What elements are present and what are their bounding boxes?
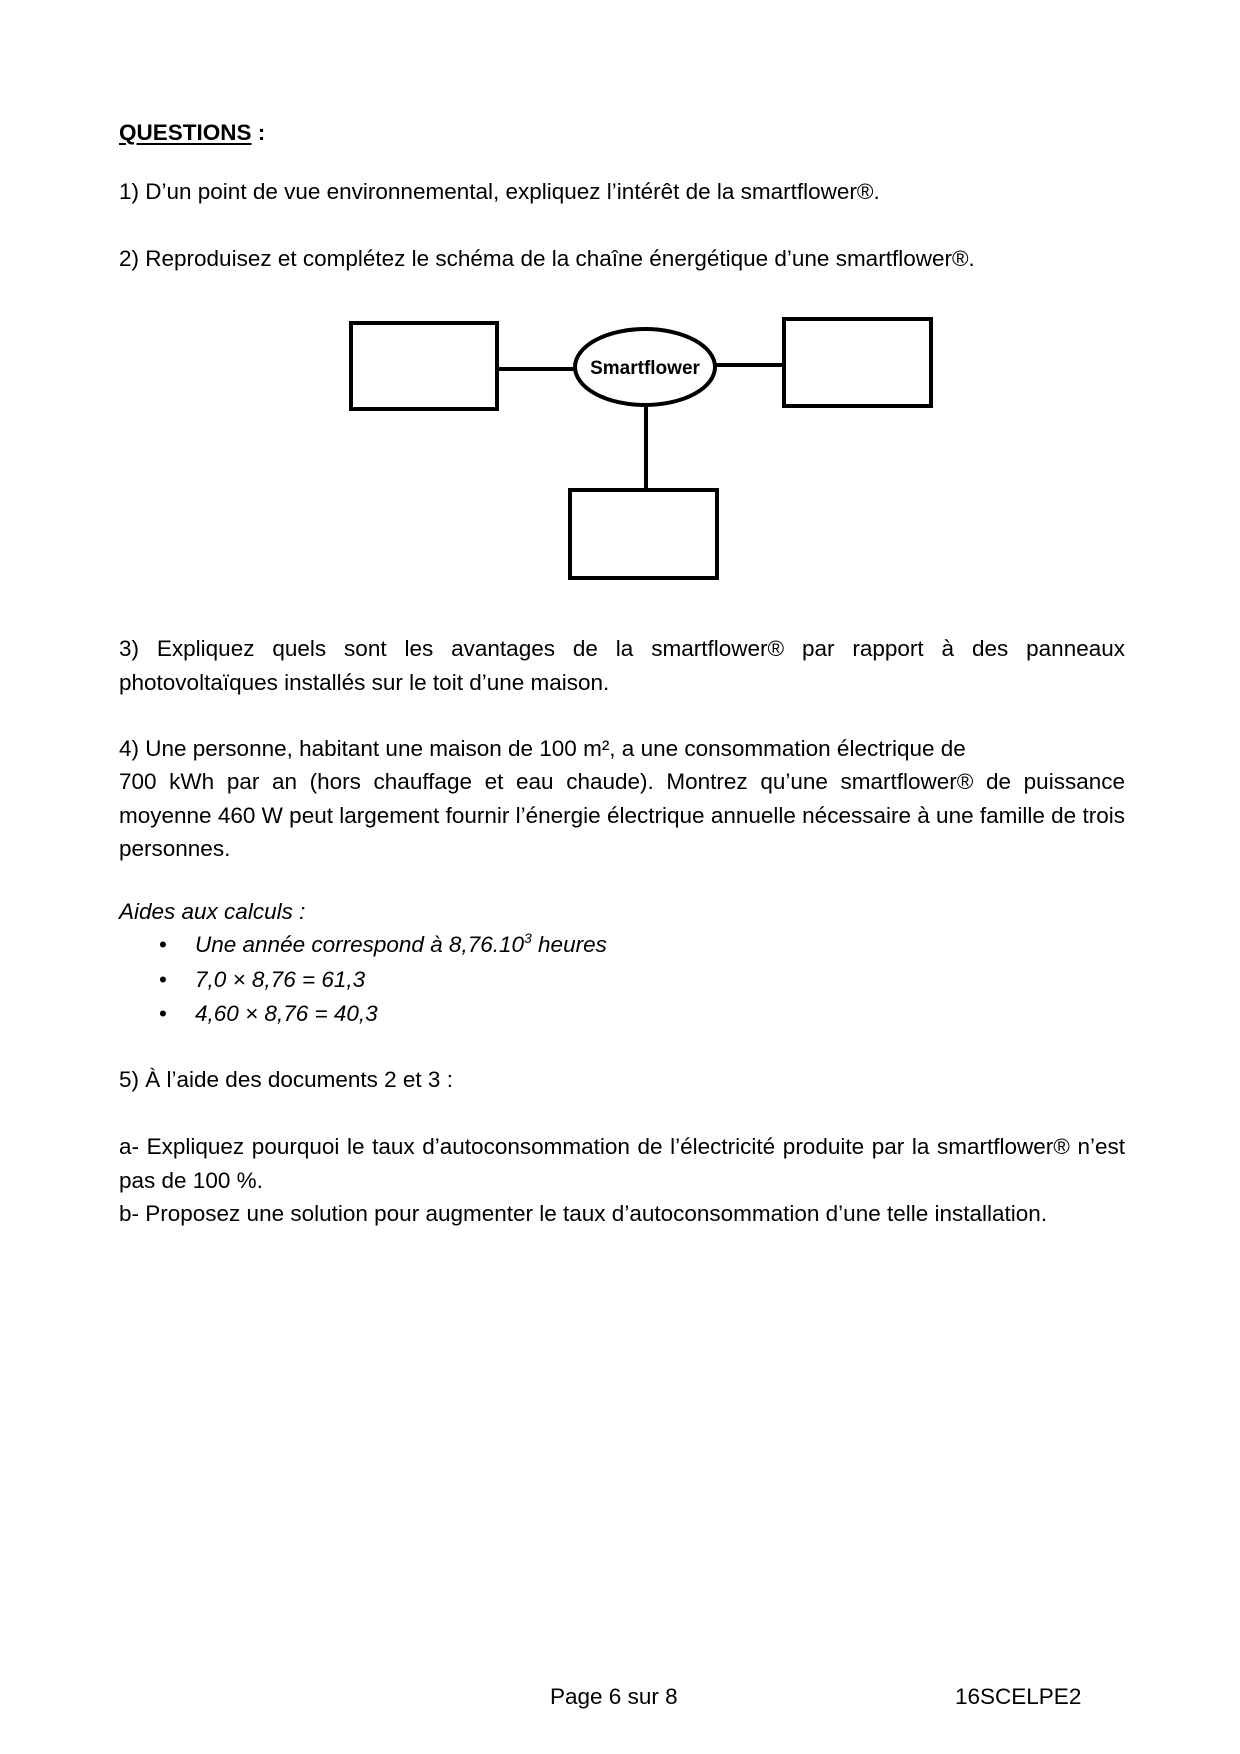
aides-item-1 — [119, 928, 607, 963]
bottom-empty-box — [570, 490, 717, 578]
aides-item-1-end: heures — [531, 932, 607, 957]
questions-heading — [119, 116, 1125, 150]
questions-heading-suffix: : — [251, 120, 266, 145]
question-4-line1: 4) Une personne, habitant une maison de 100 m², a une consommation électrique de — [119, 736, 966, 761]
aides-title: Aides aux calculs : — [119, 899, 306, 924]
question-5a: a- Expliquez pourquoi le taux d’autoconsommation de l’électricité produite par la smartflower® n’est pas de 100 %. — [119, 1134, 1125, 1193]
question-2: 2) Reproduisez et complétez le schéma de la chaîne énergétique d’une smartflower®. — [119, 246, 975, 271]
aides-item-1-text: Une année correspond à 8,76.10 — [195, 932, 524, 957]
bullet-icon: • — [159, 932, 167, 957]
question-4-body: 700 kWh par an (hors chauffage et eau chaude). Montrez qu’une smartflower® de puissance moyenne 460 W peut largement fournir l’énergie électrique annuelle nécessaire à une famille de trois personnes. — [119, 769, 1125, 861]
bullet-icon: • — [159, 1001, 167, 1026]
aides-list — [119, 928, 607, 1032]
document-code: 16SCELPE2 — [955, 1684, 1082, 1709]
left-empty-box — [351, 323, 497, 409]
right-empty-box — [784, 319, 931, 406]
question-1: 1) D’un point de vue environnemental, expliquez l’intérêt de la smartflower®. — [119, 179, 880, 204]
aides-item-2 — [119, 963, 607, 998]
aides-item-2-text: 7,0 × 8,76 = 61,3 — [195, 966, 366, 992]
bullet-icon: • — [159, 966, 167, 992]
page-number: Page 6 sur 8 — [550, 1684, 678, 1709]
aides-item-3 — [119, 997, 607, 1032]
aides-item-1-exponent: 3 — [524, 930, 532, 946]
question-5b: b- Proposez une solution pour augmenter le taux d’autoconsommation d’une telle installation. — [119, 1201, 1048, 1226]
question-5-intro: 5) À l’aide des documents 2 et 3 : — [119, 1067, 453, 1092]
questions-heading-label: QUESTIONS — [119, 120, 252, 145]
energy-chain-diagram — [340, 310, 940, 590]
aides-item-3-text: 4,60 × 8,76 = 40,3 — [195, 1001, 378, 1026]
smartflower-label: Smartflower — [590, 358, 700, 379]
question-3: 3) Expliquez quels sont les avantages de la smartflower® par rapport à des panneaux photovoltaïques installés sur le toit d’une maison. — [119, 636, 1125, 695]
